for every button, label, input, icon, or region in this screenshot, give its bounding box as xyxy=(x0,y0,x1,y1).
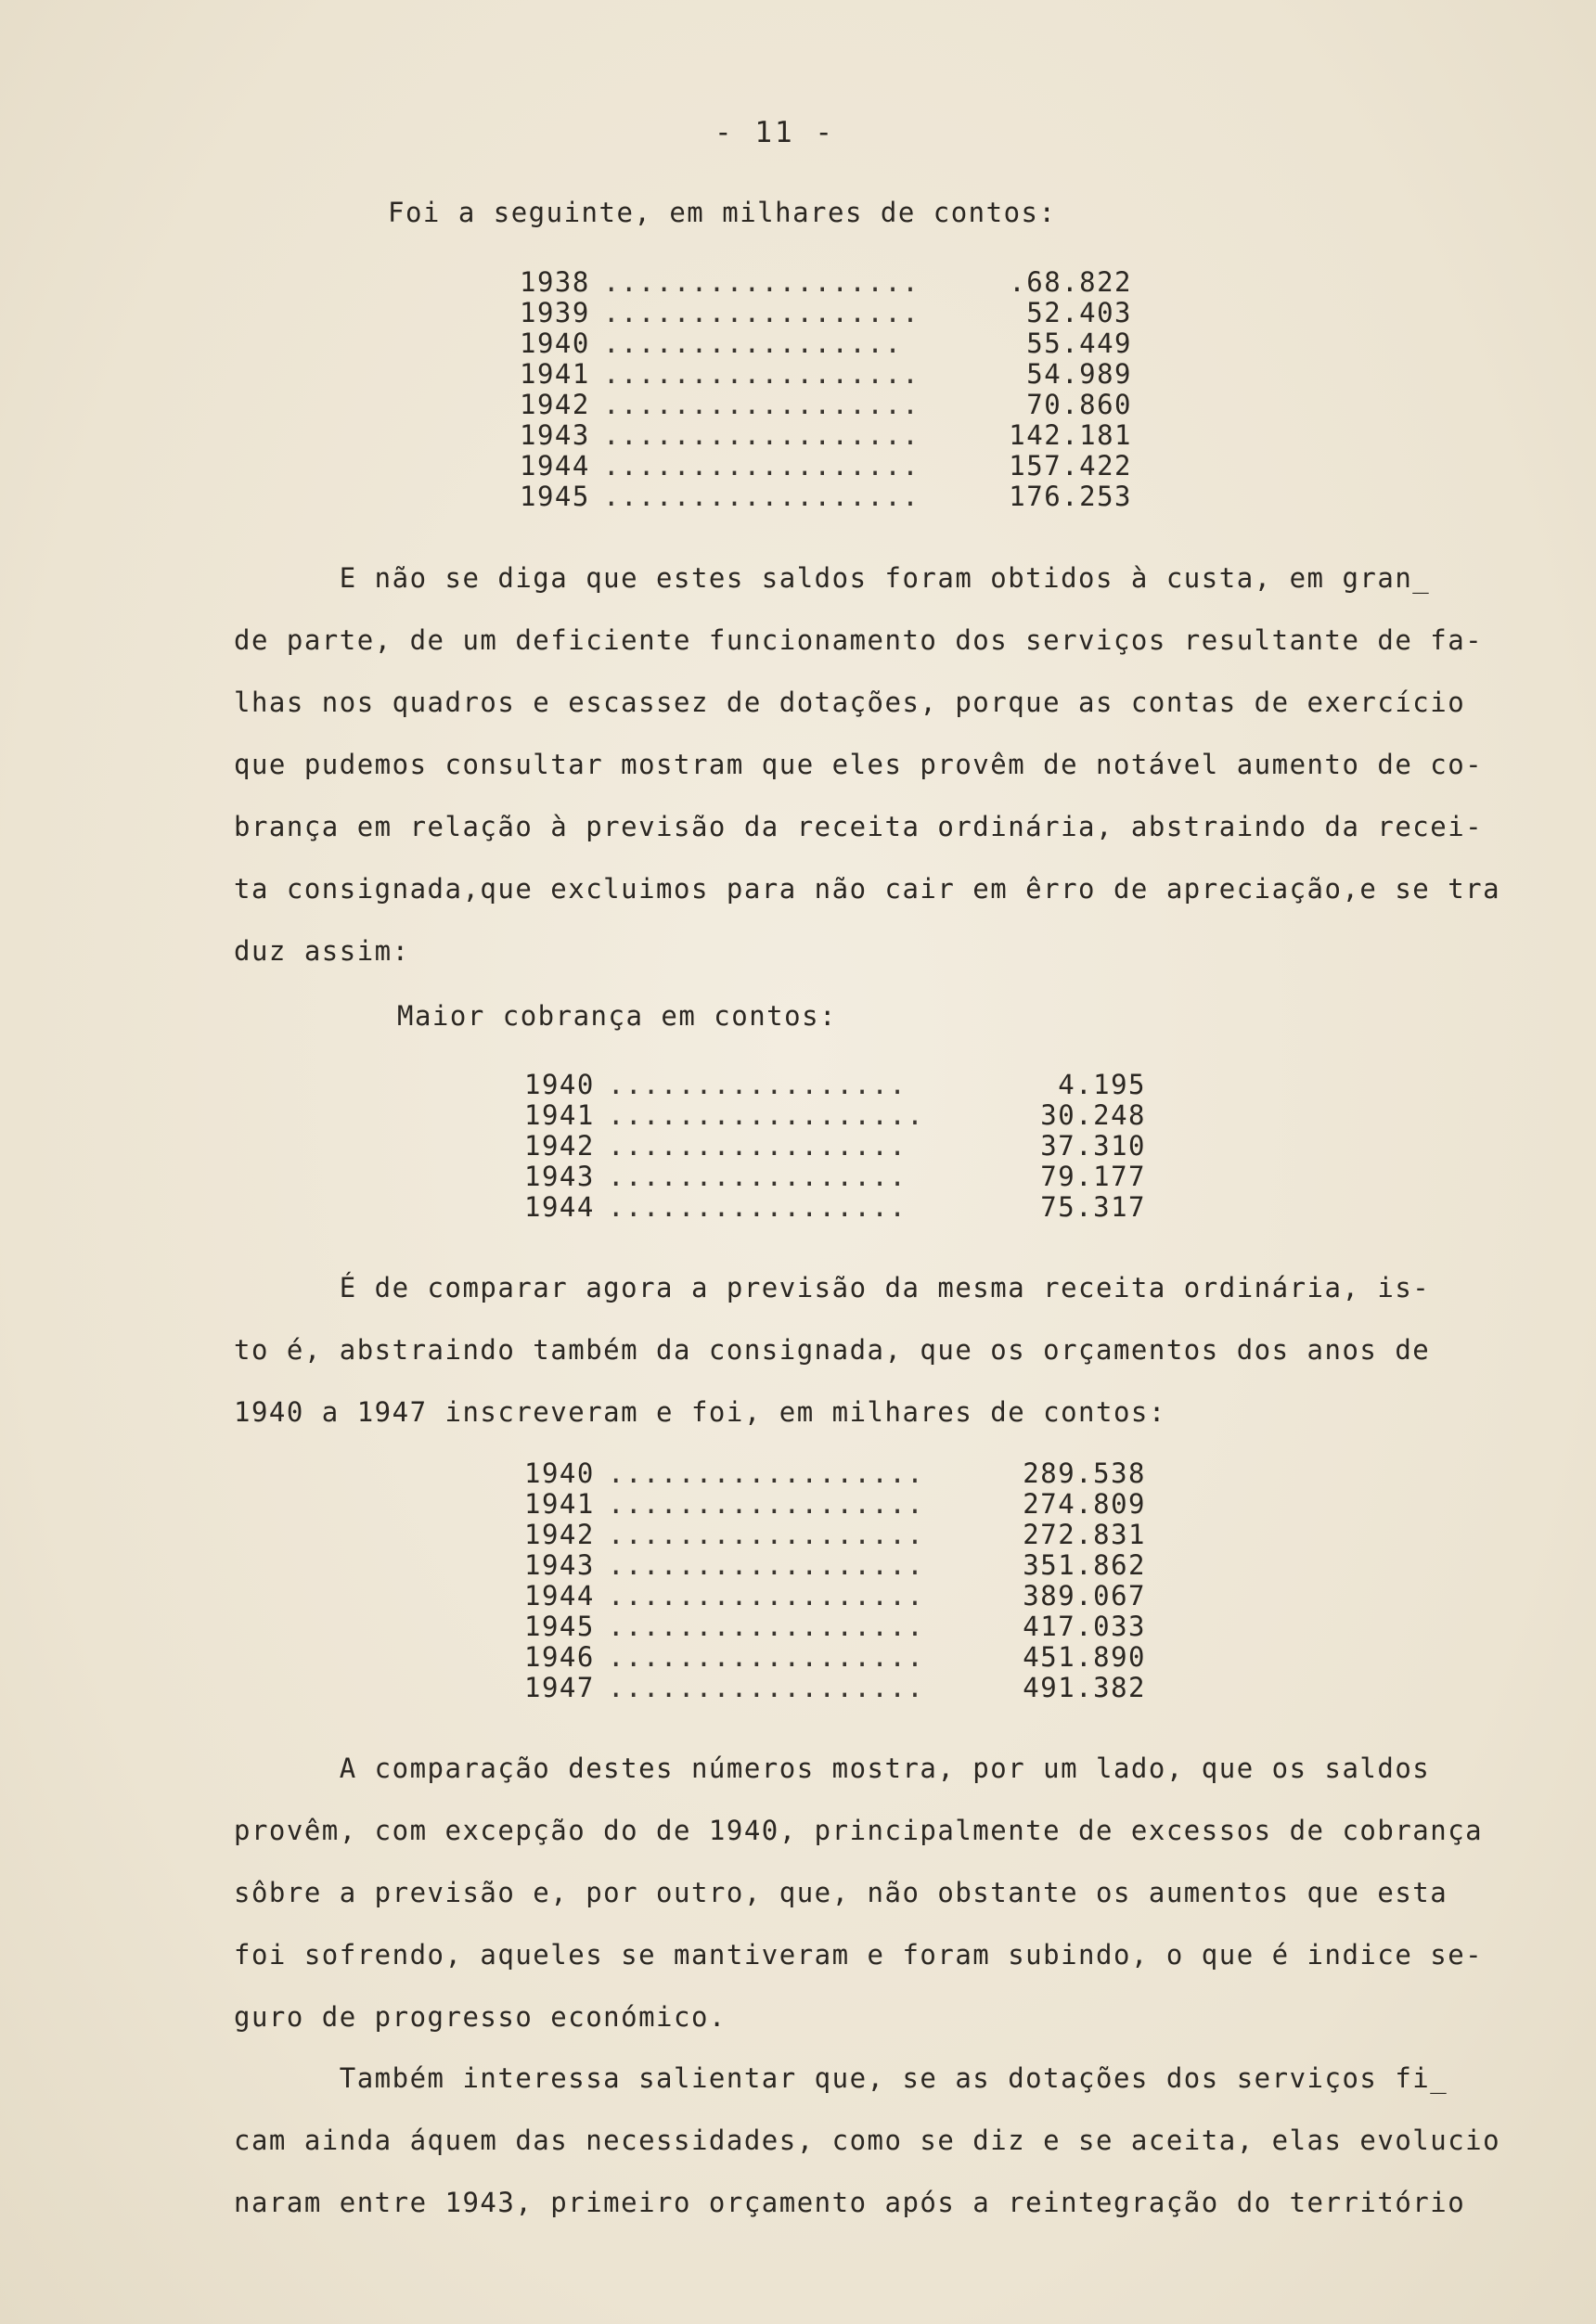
list-row xyxy=(524,1192,1146,1223)
year-cell: 1941 xyxy=(524,1488,595,1520)
list-row xyxy=(524,1673,1146,1703)
list-row xyxy=(524,1520,1146,1550)
list-row xyxy=(520,328,1132,359)
text-line: É de comparar agora a previsão da mesma receita ordinária, is- xyxy=(234,1272,1431,1303)
text-line: 1940 a 1947 inscreveram e foi, em milhares de contos: xyxy=(234,1396,1166,1428)
text-line: Também interessa salientar que, se as dotações dos serviços fi_ xyxy=(234,2062,1448,2094)
paragraph-3 xyxy=(234,1738,1542,2048)
year-cell: 1940 xyxy=(524,1069,595,1100)
text-line: A comparação destes números mostra, por um lado, que os saldos xyxy=(234,1753,1431,1784)
paragraph-1 xyxy=(234,547,1542,982)
amount-cell: 52.403 xyxy=(1026,297,1132,328)
forecast-list xyxy=(524,1458,1146,1703)
amount-cell: .68.822 xyxy=(1009,266,1132,298)
leader-dots: ................. xyxy=(608,1131,907,1162)
amount-cell: 70.860 xyxy=(1026,389,1132,420)
amount-cell: 157.422 xyxy=(1009,450,1132,481)
amount-cell: 272.831 xyxy=(1023,1519,1146,1550)
leader-dots: .................. xyxy=(608,1489,925,1520)
list-row xyxy=(524,1489,1146,1520)
year-cell: 1942 xyxy=(524,1130,595,1162)
paragraph-2 xyxy=(234,1257,1542,1444)
list-row xyxy=(524,1162,1146,1192)
amount-cell: 30.248 xyxy=(1040,1099,1146,1131)
year-cell: 1941 xyxy=(524,1099,595,1131)
list-row xyxy=(524,1100,1146,1131)
leader-dots: .................. xyxy=(603,390,920,420)
year-cell: 1943 xyxy=(524,1549,595,1581)
leader-dots: .................. xyxy=(608,1100,925,1131)
amount-cell: 75.317 xyxy=(1040,1191,1146,1223)
amount-cell: 54.989 xyxy=(1026,358,1132,390)
list-row xyxy=(520,451,1132,481)
text-line: que pudemos consultar mostram que eles provêm de notável aumento de co- xyxy=(234,749,1484,780)
paragraph-4 xyxy=(234,2048,1542,2234)
list-row xyxy=(524,1458,1146,1489)
amount-cell: 176.253 xyxy=(1009,481,1132,512)
leader-dots: .................. xyxy=(608,1581,925,1611)
year-cell: 1943 xyxy=(520,419,590,451)
text-line: foi sofrendo, aqueles se mantiveram e foram subindo, o que é indice se- xyxy=(234,1939,1484,1971)
leader-dots: .................. xyxy=(603,481,920,512)
text-line: sôbre a previsão e, por outro, que, não obstante os aumentos que esta xyxy=(234,1877,1448,1908)
leader-dots: .................. xyxy=(608,1611,925,1642)
year-cell: 1939 xyxy=(520,297,590,328)
amount-cell: 142.181 xyxy=(1009,419,1132,451)
year-cell: 1947 xyxy=(524,1672,595,1703)
leader-dots: ................. xyxy=(603,328,903,359)
intro-line: Foi a seguinte, em milhares de contos: xyxy=(388,197,1057,228)
collection-list xyxy=(524,1070,1146,1223)
leader-dots: .................. xyxy=(603,298,920,328)
text-line: provêm, com excepção do de 1940, principalmente de excessos de cobrança xyxy=(234,1815,1484,1846)
list-row xyxy=(520,420,1132,451)
amount-cell: 4.195 xyxy=(1058,1069,1146,1100)
text-line: ta consignada,que excluimos para não cair em êrro de apreciação,e se tra xyxy=(234,873,1501,905)
leader-dots: .................. xyxy=(608,1642,925,1673)
year-cell: 1942 xyxy=(524,1519,595,1550)
leader-dots: .................. xyxy=(603,451,920,481)
text-line: E não se diga que estes saldos foram obtidos à custa, em gran_ xyxy=(234,562,1431,594)
text-line: duz assim: xyxy=(234,935,410,967)
list-row xyxy=(524,1611,1146,1642)
amount-cell: 417.033 xyxy=(1023,1611,1146,1642)
amount-cell: 351.862 xyxy=(1023,1549,1146,1581)
text-line: guro de progresso económico. xyxy=(234,2001,727,2033)
amount-cell: 289.538 xyxy=(1023,1457,1146,1489)
list-row xyxy=(520,359,1132,390)
text-line: naram entre 1943, primeiro orçamento após a reintegração do território xyxy=(234,2187,1466,2218)
leader-dots: .................. xyxy=(608,1550,925,1581)
year-cell: 1946 xyxy=(524,1641,595,1673)
list-row xyxy=(524,1550,1146,1581)
year-cell: 1941 xyxy=(520,358,590,390)
amount-cell: 451.890 xyxy=(1023,1641,1146,1673)
amount-cell: 37.310 xyxy=(1040,1130,1146,1162)
list-row xyxy=(520,481,1132,512)
amount-cell: 274.809 xyxy=(1023,1488,1146,1520)
amount-cell: 389.067 xyxy=(1023,1580,1146,1611)
leader-dots: .................. xyxy=(608,1673,925,1703)
subtitle-maior-cobranca: Maior cobrança em contos: xyxy=(397,1000,837,1032)
leader-dots: .................. xyxy=(603,420,920,451)
year-cell: 1943 xyxy=(524,1161,595,1192)
year-cell: 1945 xyxy=(520,481,590,512)
amount-cell: 491.382 xyxy=(1023,1672,1146,1703)
leader-dots: .................. xyxy=(608,1520,925,1550)
year-cell: 1945 xyxy=(524,1611,595,1642)
year-cell: 1944 xyxy=(524,1191,595,1223)
leader-dots: .................. xyxy=(603,267,920,298)
year-cell: 1942 xyxy=(520,389,590,420)
text-line: brança em relação à previsão da receita ordinária, abstraindo da recei- xyxy=(234,811,1484,842)
leader-dots: ................. xyxy=(608,1070,907,1100)
year-cell: 1944 xyxy=(524,1580,595,1611)
amount-cell: 55.449 xyxy=(1026,327,1132,359)
year-cell: 1940 xyxy=(524,1457,595,1489)
year-cell: 1944 xyxy=(520,450,590,481)
list-row xyxy=(524,1131,1146,1162)
text-line: to é, abstraindo também da consignada, que os orçamentos dos anos de xyxy=(234,1334,1431,1366)
leader-dots: ................. xyxy=(608,1192,907,1223)
year-cell: 1940 xyxy=(520,327,590,359)
leader-dots: .................. xyxy=(603,359,920,390)
text-line: lhas nos quadros e escassez de dotações, porque as contas de exercício xyxy=(234,687,1466,718)
amount-cell: 79.177 xyxy=(1040,1161,1146,1192)
year-cell: 1938 xyxy=(520,266,590,298)
list-row xyxy=(524,1581,1146,1611)
text-line: de parte, de um deficiente funcionamento dos serviços resultante de fa- xyxy=(234,624,1484,656)
list-row xyxy=(524,1642,1146,1673)
list-row xyxy=(524,1070,1146,1100)
leader-dots: .................. xyxy=(608,1458,925,1489)
list-row xyxy=(520,267,1132,298)
text-line: cam ainda áquem das necessidades, como se diz e se aceita, elas evolucio xyxy=(234,2125,1501,2156)
list-row xyxy=(520,298,1132,328)
balance-list xyxy=(520,267,1132,512)
list-row xyxy=(520,390,1132,420)
leader-dots: ................. xyxy=(608,1162,907,1192)
page-number: - 11 - xyxy=(714,116,835,149)
